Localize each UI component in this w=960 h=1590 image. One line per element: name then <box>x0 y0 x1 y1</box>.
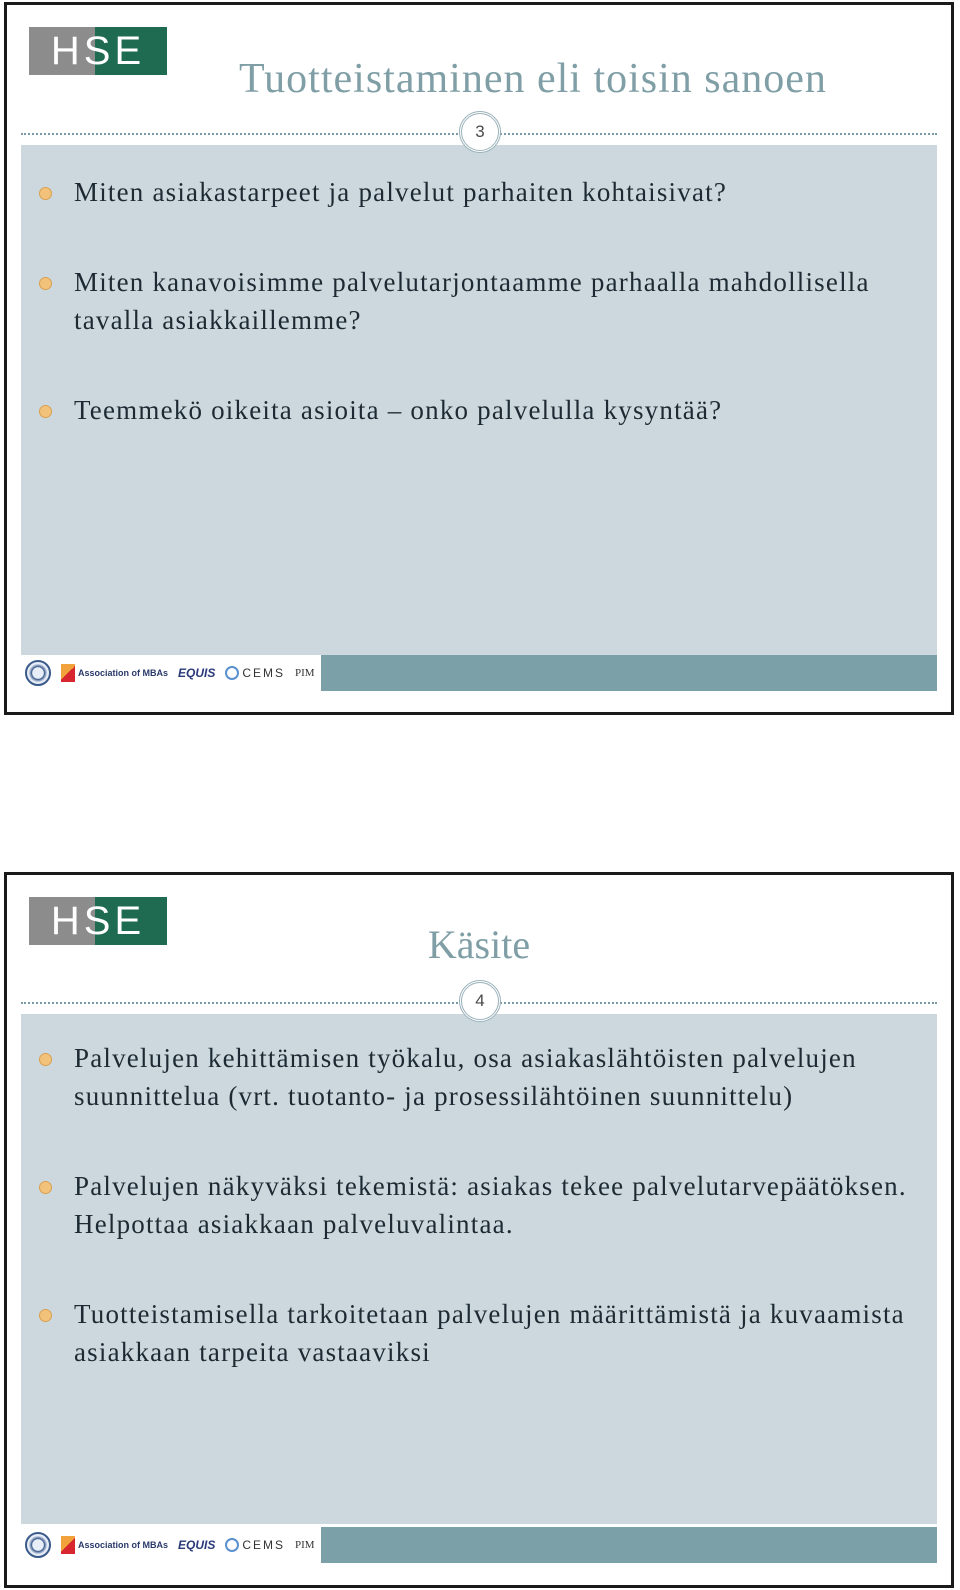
bullet-text: Miten kanavoisimme palvelutarjontaamme parhaalla mahdollisella tavalla asiakkaillemme? <box>74 267 870 335</box>
amba-logo-text: Association of MBAs <box>78 1539 169 1550</box>
university-seal-icon <box>25 1532 51 1558</box>
bullet-item <box>21 1167 937 1243</box>
bullet-item <box>21 173 937 211</box>
bullet-dot-icon <box>39 1309 52 1322</box>
hse-logo-text: HSE <box>50 898 146 943</box>
equis-logo: EQUIS <box>178 1538 216 1552</box>
bullet-text: Miten asiakastarpeet ja palvelut parhaiten kohtaisivat? <box>74 177 728 207</box>
accreditation-logos <box>21 655 321 691</box>
slide-title: Käsite <box>427 922 531 967</box>
footer-strip <box>21 1527 937 1563</box>
page-number-badge: 3 <box>459 111 501 153</box>
page-number-badge: 4 <box>459 980 501 1022</box>
bullet-dot-icon <box>39 1053 52 1066</box>
amba-logo <box>61 664 168 682</box>
hse-logo-text: HSE <box>50 28 146 73</box>
accreditation-logos <box>21 1527 321 1563</box>
bullet-dot-icon <box>39 187 52 200</box>
bullet-item <box>21 1295 937 1371</box>
bullet-text: Palvelujen näkyväksi tekemistä: asiakas tekee palvelutarvepäätöksen. Helpottaa asiakkaan palveluvalintaa. <box>74 1171 907 1239</box>
bullet-dot-icon <box>39 405 52 418</box>
cems-logo <box>225 666 285 680</box>
cems-ring-icon <box>225 1538 239 1552</box>
amba-logo <box>61 1536 168 1554</box>
amba-mark-icon <box>61 664 75 682</box>
footer-accent-bar <box>319 655 937 691</box>
content-panel <box>21 145 937 655</box>
bullet-text: Tuotteistamisella tarkoitetaan palvelujen määrittämistä ja kuvaamista asiakkaan tarpeita vastaaviksi <box>74 1299 905 1367</box>
bullet-text: Teemmekö oikeita asioita – onko palvelulla kysyntää? <box>74 395 723 425</box>
equis-logo: EQUIS <box>178 666 216 680</box>
bullet-list <box>21 173 937 481</box>
slide-3 <box>4 2 954 715</box>
cems-ring-icon <box>225 666 239 680</box>
bullet-text: Palvelujen kehittämisen työkalu, osa asiakaslähtöisten palvelujen suunnittelua (vrt. tuotanto- ja prosessilähtöinen suunnittelu) <box>74 1043 857 1111</box>
slide-4 <box>4 872 954 1588</box>
bullet-list <box>21 1039 937 1423</box>
bullet-item <box>21 1039 937 1115</box>
bullet-item <box>21 263 937 339</box>
pim-logo: PIM <box>295 1539 315 1551</box>
bullet-item <box>21 391 937 429</box>
amba-logo-text: Association of MBAs <box>78 667 169 678</box>
university-seal-icon <box>25 660 51 686</box>
slide-title: Tuotteistaminen eli toisin sanoen <box>239 56 827 102</box>
cems-logo-text: CEMS <box>242 1538 286 1552</box>
cems-logo <box>225 1538 285 1552</box>
content-panel <box>21 1014 937 1524</box>
bullet-dot-icon <box>39 1181 52 1194</box>
pim-logo: PIM <box>295 667 315 679</box>
footer-accent-bar <box>319 1527 937 1563</box>
hse-logo <box>29 27 167 75</box>
amba-mark-icon <box>61 1536 75 1554</box>
footer-strip <box>21 655 937 691</box>
bullet-dot-icon <box>39 277 52 290</box>
cems-logo-text: CEMS <box>242 666 286 680</box>
